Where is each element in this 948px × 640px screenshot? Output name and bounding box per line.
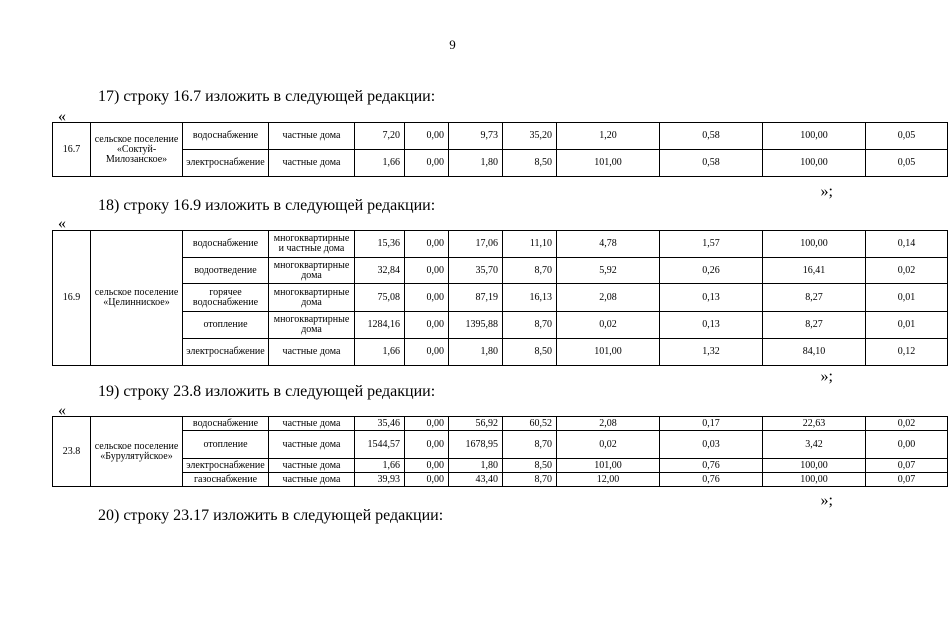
value-cell: 39,93: [355, 473, 405, 487]
value-cell: 1678,95: [449, 431, 503, 459]
housing-type-cell: частные дома: [269, 473, 355, 487]
value-cell: 1,57: [660, 231, 763, 258]
value-cell: 1,80: [449, 459, 503, 473]
value-cell: 0,58: [660, 123, 763, 150]
table-row: [53, 150, 948, 177]
value-cell: 87,19: [449, 284, 503, 312]
value-cell: 3,42: [763, 431, 866, 459]
value-cell: 1,66: [355, 150, 405, 177]
value-cell: 8,70: [503, 312, 557, 339]
housing-type-cell: частные дома: [269, 150, 355, 177]
row-number-cell: 16.7: [53, 123, 91, 177]
value-cell: 0,00: [405, 258, 449, 284]
service-cell: электроснабжение: [183, 459, 269, 473]
value-cell: 35,20: [503, 123, 557, 150]
section-heading-17: 17) строку 16.7 изложить в следующей редакции:: [98, 88, 436, 105]
value-cell: 2,08: [557, 284, 660, 312]
value-cell: 0,00: [405, 231, 449, 258]
table-row: [53, 284, 948, 312]
value-cell: 0,05: [866, 123, 948, 150]
housing-type-cell: многоквартирные и частные дома: [269, 231, 355, 258]
value-cell: 0,02: [866, 258, 948, 284]
value-cell: 0,26: [660, 258, 763, 284]
value-cell: 1,66: [355, 339, 405, 366]
table-row: [53, 417, 948, 431]
value-cell: 35,70: [449, 258, 503, 284]
table-row: [53, 459, 948, 473]
section-heading-18: 18) строку 16.9 изложить в следующей редакции:: [98, 197, 436, 214]
table-row-16-9: [52, 230, 948, 366]
value-cell: 0,00: [405, 417, 449, 431]
value-cell: 1,20: [557, 123, 660, 150]
table-row: [53, 339, 948, 366]
section-heading-19: 19) строку 23.8 изложить в следующей редакции:: [98, 383, 436, 400]
table-row-23-8: [52, 416, 948, 487]
value-cell: 22,63: [763, 417, 866, 431]
value-cell: 1284,16: [355, 312, 405, 339]
page-number: 9: [449, 37, 456, 52]
service-cell: горячее водоснабжение: [183, 284, 269, 312]
close-quote: »;: [820, 183, 833, 200]
value-cell: 8,27: [763, 312, 866, 339]
value-cell: 0,00: [405, 459, 449, 473]
value-cell: 43,40: [449, 473, 503, 487]
value-cell: 100,00: [763, 231, 866, 258]
value-cell: 75,08: [355, 284, 405, 312]
value-cell: 100,00: [763, 473, 866, 487]
value-cell: 12,00: [557, 473, 660, 487]
value-cell: 0,76: [660, 473, 763, 487]
table-row: [53, 431, 948, 459]
housing-type-cell: частные дома: [269, 339, 355, 366]
value-cell: 1544,57: [355, 431, 405, 459]
close-quote: »;: [820, 492, 833, 509]
value-cell: 11,10: [503, 231, 557, 258]
value-cell: 0,07: [866, 473, 948, 487]
value-cell: 101,00: [557, 339, 660, 366]
settlement-cell: сельское поселение «Целинниское»: [91, 231, 183, 366]
value-cell: 8,50: [503, 339, 557, 366]
value-cell: 0,14: [866, 231, 948, 258]
value-cell: 1395,88: [449, 312, 503, 339]
value-cell: 16,41: [763, 258, 866, 284]
value-cell: 5,92: [557, 258, 660, 284]
value-cell: 9,73: [449, 123, 503, 150]
row-number-cell: 16.9: [53, 231, 91, 366]
value-cell: 0,05: [866, 150, 948, 177]
value-cell: 0,01: [866, 312, 948, 339]
service-cell: отопление: [183, 431, 269, 459]
value-cell: 0,01: [866, 284, 948, 312]
table-row-16-7: [52, 122, 948, 177]
service-cell: отопление: [183, 312, 269, 339]
value-cell: 0,00: [405, 123, 449, 150]
open-quote: «: [58, 215, 66, 232]
value-cell: 0,00: [866, 431, 948, 459]
value-cell: 84,10: [763, 339, 866, 366]
table-row: [53, 123, 948, 150]
table-row: [53, 312, 948, 339]
service-cell: водоотведение: [183, 258, 269, 284]
service-cell: водоснабжение: [183, 417, 269, 431]
settlement-cell: сельское поселение «Бурулятуйское»: [91, 417, 183, 487]
value-cell: 7,20: [355, 123, 405, 150]
close-quote: »;: [820, 368, 833, 385]
value-cell: 0,02: [557, 431, 660, 459]
value-cell: 100,00: [763, 150, 866, 177]
value-cell: 0,00: [405, 339, 449, 366]
value-cell: 16,13: [503, 284, 557, 312]
value-cell: 8,70: [503, 258, 557, 284]
value-cell: 0,00: [405, 284, 449, 312]
value-cell: 17,06: [449, 231, 503, 258]
settlement-cell: сельское поселение «Соктуй-Милозанское»: [91, 123, 183, 177]
value-cell: 8,70: [503, 431, 557, 459]
value-cell: 0,58: [660, 150, 763, 177]
value-cell: 4,78: [557, 231, 660, 258]
value-cell: 0,02: [866, 417, 948, 431]
value-cell: 0,76: [660, 459, 763, 473]
value-cell: 1,80: [449, 150, 503, 177]
service-cell: газоснабжение: [183, 473, 269, 487]
section-heading-20: 20) строку 23.17 изложить в следующей редакции:: [98, 507, 444, 524]
housing-type-cell: частные дома: [269, 417, 355, 431]
housing-type-cell: частные дома: [269, 431, 355, 459]
value-cell: 0,13: [660, 284, 763, 312]
value-cell: 100,00: [763, 123, 866, 150]
value-cell: 8,27: [763, 284, 866, 312]
value-cell: 0,17: [660, 417, 763, 431]
value-cell: 100,00: [763, 459, 866, 473]
housing-type-cell: частные дома: [269, 459, 355, 473]
value-cell: 8,50: [503, 459, 557, 473]
value-cell: 0,02: [557, 312, 660, 339]
value-cell: 0,03: [660, 431, 763, 459]
value-cell: 0,00: [405, 431, 449, 459]
value-cell: 8,50: [503, 150, 557, 177]
value-cell: 1,32: [660, 339, 763, 366]
service-cell: электроснабжение: [183, 150, 269, 177]
value-cell: 0,13: [660, 312, 763, 339]
value-cell: 15,36: [355, 231, 405, 258]
open-quote: «: [58, 402, 66, 419]
housing-type-cell: многоквартирные дома: [269, 284, 355, 312]
value-cell: 0,00: [405, 312, 449, 339]
housing-type-cell: частные дома: [269, 123, 355, 150]
value-cell: 2,08: [557, 417, 660, 431]
value-cell: 60,52: [503, 417, 557, 431]
value-cell: 0,12: [866, 339, 948, 366]
service-cell: электроснабжение: [183, 339, 269, 366]
table-row: [53, 231, 948, 258]
value-cell: 101,00: [557, 150, 660, 177]
housing-type-cell: многоквартирные дома: [269, 312, 355, 339]
value-cell: 1,80: [449, 339, 503, 366]
value-cell: 8,70: [503, 473, 557, 487]
housing-type-cell: многоквартирные дома: [269, 258, 355, 284]
value-cell: 56,92: [449, 417, 503, 431]
value-cell: 35,46: [355, 417, 405, 431]
service-cell: водоснабжение: [183, 231, 269, 258]
value-cell: 1,66: [355, 459, 405, 473]
value-cell: 0,00: [405, 473, 449, 487]
row-number-cell: 23.8: [53, 417, 91, 487]
value-cell: 0,00: [405, 150, 449, 177]
value-cell: 32,84: [355, 258, 405, 284]
open-quote: «: [58, 108, 66, 125]
value-cell: 0,07: [866, 459, 948, 473]
service-cell: водоснабжение: [183, 123, 269, 150]
table-row: [53, 473, 948, 487]
value-cell: 101,00: [557, 459, 660, 473]
table-row: [53, 258, 948, 284]
